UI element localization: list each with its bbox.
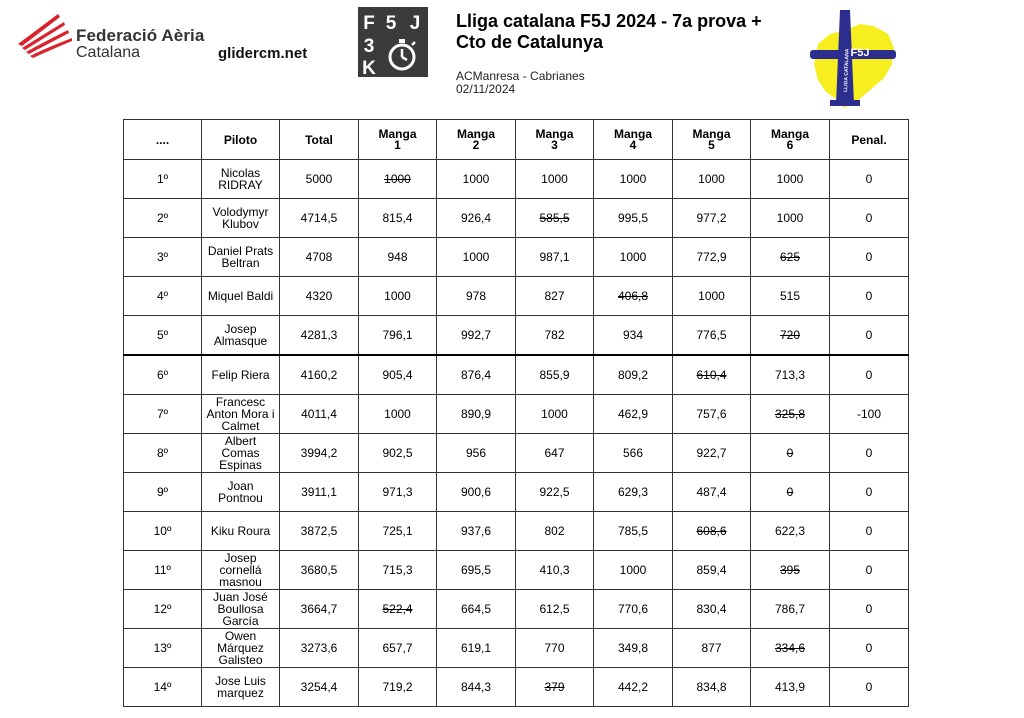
- round-6-cell: 515: [751, 277, 830, 316]
- penalty-cell: 0: [830, 355, 909, 395]
- round-1-cell: 796,1: [359, 316, 437, 356]
- round-4-cell: 629,3: [594, 473, 673, 512]
- round-1-cell-discarded: 1000: [359, 160, 437, 199]
- round-1-cell: 1000: [359, 395, 437, 434]
- round-5-cell: 776,5: [673, 316, 751, 356]
- round-2-cell: 900,6: [437, 473, 516, 512]
- svg-text:J: J: [409, 13, 421, 34]
- round-1-cell: 971,3: [359, 473, 437, 512]
- pilot-name-line: Calmet: [221, 419, 260, 433]
- round-5-cell-discarded: 608,6: [673, 512, 751, 551]
- round-1-cell: 815,4: [359, 199, 437, 238]
- round-1-cell: 657,7: [359, 629, 437, 668]
- round-5-cell: 772,9: [673, 238, 751, 277]
- round-4-cell: 349,8: [594, 629, 673, 668]
- header-row: [124, 120, 909, 160]
- fae-swoosh-icon: [14, 10, 76, 62]
- pilot-name-line: Josep: [224, 551, 257, 565]
- results-body: [124, 160, 909, 707]
- total-cell: 3872,5: [280, 512, 359, 551]
- round-2-cell: 890,9: [437, 395, 516, 434]
- round-6-cell: 1000: [751, 160, 830, 199]
- round-3-cell: 827: [516, 277, 594, 316]
- penalty-cell: 0: [830, 199, 909, 238]
- results-table: [123, 119, 909, 707]
- round-5-cell: 877: [673, 629, 751, 668]
- round-2-cell: 844,3: [437, 668, 516, 707]
- total-cell: 4281,3: [280, 316, 359, 356]
- round-1-cell: 905,4: [359, 355, 437, 395]
- total-cell: 4011,4: [280, 395, 359, 434]
- pilot-name-line: Anton Mora i: [206, 407, 275, 421]
- round-3-cell: 1000: [516, 160, 594, 199]
- total-cell: 3994,2: [280, 434, 359, 473]
- round-5-cell: 830,4: [673, 590, 751, 629]
- pilot-header: Piloto: [202, 120, 280, 160]
- table-row: [124, 160, 909, 199]
- round-4-cell: 785,5: [594, 512, 673, 551]
- svg-text:F5J: F5J: [850, 47, 870, 59]
- penalty-cell: 0: [830, 590, 909, 629]
- pilot-name-line: Boullosa: [217, 602, 264, 616]
- table-row: [124, 473, 909, 512]
- pilot-name-line: Owen: [224, 629, 257, 643]
- round-1-header: Manga 1: [359, 120, 437, 160]
- round-4-cell: 462,9: [594, 395, 673, 434]
- total-cell: 4708: [280, 238, 359, 277]
- penalty-cell: 0: [830, 238, 909, 277]
- table-row: [124, 668, 909, 707]
- penalty-cell: 0: [830, 316, 909, 356]
- round-3-header: Manga 3: [516, 120, 594, 160]
- total-cell: 4714,5: [280, 199, 359, 238]
- penalty-cell: 0: [830, 629, 909, 668]
- round-6-cell: 713,3: [751, 355, 830, 395]
- table-row: [124, 355, 909, 395]
- rank-cell: 9º: [124, 473, 202, 512]
- rank-cell: 14º: [124, 668, 202, 707]
- penalty-cell: 0: [830, 551, 909, 590]
- total-cell: 3911,1: [280, 473, 359, 512]
- svg-text:5: 5: [385, 13, 397, 34]
- pilot-name-line: cornellá: [219, 563, 262, 577]
- round-4-header: Manga 4: [594, 120, 673, 160]
- round-3-cell: 647: [516, 434, 594, 473]
- round-2-cell: 695,5: [437, 551, 516, 590]
- round-5-cell: 859,4: [673, 551, 751, 590]
- pilot-name-line: Volodymyr: [212, 205, 269, 219]
- penalty-cell: 0: [830, 512, 909, 551]
- pilot-name-line: Joan: [227, 479, 254, 493]
- venue-text: ACManresa - Cabrianes: [456, 69, 585, 83]
- pilot-name-line: Nicolas: [220, 166, 261, 180]
- round-3-cell-discarded: 379: [516, 668, 594, 707]
- round-5-header: Manga 5: [673, 120, 751, 160]
- lliga-catalana-plane-logo: [808, 4, 898, 114]
- table-row: [124, 277, 909, 316]
- table-row: [124, 434, 909, 473]
- pilot-name-line: Juan José: [213, 590, 268, 604]
- round-5-cell: 977,2: [673, 199, 751, 238]
- round-6-header: Manga 6: [751, 120, 830, 160]
- round-3-cell: 1000: [516, 395, 594, 434]
- round-2-header: Manga 2: [437, 120, 516, 160]
- pilot-cell: [202, 434, 280, 473]
- round-5-cell-discarded: 610,4: [673, 355, 751, 395]
- round-6-cell: 413,9: [751, 668, 830, 707]
- rank-cell: 2º: [124, 199, 202, 238]
- round-2-cell: 1000: [437, 238, 516, 277]
- pilot-cell: [202, 590, 280, 629]
- penalty-cell: 0: [830, 668, 909, 707]
- org-subtitle: Catalana: [76, 44, 141, 61]
- round-2-cell: 1000: [437, 160, 516, 199]
- round-4-cell: 566: [594, 434, 673, 473]
- penalty-header: Penal.: [830, 120, 909, 160]
- round-3-cell: 770: [516, 629, 594, 668]
- round-1-cell: 948: [359, 238, 437, 277]
- pilot-name-line: Felip Riera: [211, 368, 270, 382]
- table-row: [124, 395, 909, 434]
- pilot-cell: [202, 238, 280, 277]
- rank-header: ....: [124, 120, 202, 160]
- penalty-cell: 0: [830, 434, 909, 473]
- round-6-cell-discarded: 0: [751, 434, 830, 473]
- round-2-cell: 937,6: [437, 512, 516, 551]
- rank-cell: 1º: [124, 160, 202, 199]
- round-3-cell: 612,5: [516, 590, 594, 629]
- round-4-cell: 1000: [594, 238, 673, 277]
- table-row: [124, 316, 909, 356]
- penalty-cell: -100: [830, 395, 909, 434]
- pilot-name-line: Miquel Baldi: [207, 289, 274, 303]
- rank-cell: 13º: [124, 629, 202, 668]
- round-4-cell: 1000: [594, 160, 673, 199]
- round-5-cell: 487,4: [673, 473, 751, 512]
- page-title-line2: Cto de Catalunya: [456, 32, 604, 52]
- rank-cell: 11º: [124, 551, 202, 590]
- pilot-name-line: masnou: [219, 575, 262, 589]
- pilot-cell: [202, 316, 280, 356]
- round-6-cell-discarded: 334,6: [751, 629, 830, 668]
- total-cell: 4160,2: [280, 355, 359, 395]
- pilot-name-line: Josep: [224, 322, 257, 336]
- pilot-name-line: Comas: [221, 446, 260, 460]
- pilot-name-line: Beltran: [221, 256, 260, 270]
- pilot-name-line: Daniel Prats: [207, 244, 274, 258]
- total-cell: 3664,7: [280, 590, 359, 629]
- round-3-cell: 782: [516, 316, 594, 356]
- pilot-cell: [202, 668, 280, 707]
- date-text: 02/11/2024: [456, 82, 516, 96]
- round-1-cell: 719,2: [359, 668, 437, 707]
- round-6-cell-discarded: 720: [751, 316, 830, 356]
- svg-text:F: F: [363, 13, 375, 34]
- round-1-cell: 715,3: [359, 551, 437, 590]
- rank-cell: 6º: [124, 355, 202, 395]
- pilot-cell: [202, 355, 280, 395]
- round-5-cell: 757,6: [673, 395, 751, 434]
- round-4-cell: 809,2: [594, 355, 673, 395]
- pilot-name-line: Espinas: [219, 458, 262, 472]
- total-cell: 3273,6: [280, 629, 359, 668]
- round-3-cell: 922,5: [516, 473, 594, 512]
- pilot-cell: [202, 512, 280, 551]
- round-3-cell: 802: [516, 512, 594, 551]
- round-3-cell: 987,1: [516, 238, 594, 277]
- rank-cell: 7º: [124, 395, 202, 434]
- pilot-name-line: Almasque: [213, 334, 268, 348]
- pilot-name-line: García: [222, 614, 259, 628]
- round-4-cell-discarded: 406,8: [594, 277, 673, 316]
- svg-text:K: K: [362, 58, 376, 77]
- round-6-cell-discarded: 0: [751, 473, 830, 512]
- round-4-cell: 995,5: [594, 199, 673, 238]
- round-4-cell: 1000: [594, 551, 673, 590]
- round-6-cell-discarded: 625: [751, 238, 830, 277]
- round-1-cell: 1000: [359, 277, 437, 316]
- org-name: Federació Aèria: [76, 26, 205, 45]
- penalty-cell: 0: [830, 473, 909, 512]
- pilot-name-line: Pontnou: [218, 491, 263, 505]
- pilot-cell: [202, 551, 280, 590]
- round-6-cell-discarded: 325,8: [751, 395, 830, 434]
- total-cell: 5000: [280, 160, 359, 199]
- round-1-cell: 902,5: [359, 434, 437, 473]
- svg-text:LLIGA CATALANA: LLIGA CATALANA: [843, 48, 851, 93]
- round-4-cell: 770,6: [594, 590, 673, 629]
- round-5-cell: 834,8: [673, 668, 751, 707]
- svg-text:3: 3: [363, 36, 375, 57]
- round-2-cell: 619,1: [437, 629, 516, 668]
- penalty-cell: 0: [830, 277, 909, 316]
- rank-cell: 10º: [124, 512, 202, 551]
- round-3-cell: 410,3: [516, 551, 594, 590]
- pilot-name-line: marquez: [217, 686, 264, 700]
- round-5-cell: 1000: [673, 160, 751, 199]
- round-1-cell-discarded: 522,4: [359, 590, 437, 629]
- pilot-name-line: Galisteo: [218, 653, 263, 667]
- pilot-name-line: Albert: [224, 434, 257, 448]
- pilot-name-line: Kiku Roura: [210, 524, 271, 538]
- pilot-name-line: Márquez: [217, 641, 264, 655]
- pilot-cell: [202, 277, 280, 316]
- website-text: glidercm.net: [218, 45, 308, 62]
- pilot-cell: [202, 395, 280, 434]
- total-cell: 4320: [280, 277, 359, 316]
- table-row: [124, 551, 909, 590]
- table-row: [124, 590, 909, 629]
- total-cell: 3680,5: [280, 551, 359, 590]
- page-header: [0, 0, 1024, 118]
- rank-cell: 3º: [124, 238, 202, 277]
- round-5-cell: 922,7: [673, 434, 751, 473]
- round-6-cell-discarded: 395: [751, 551, 830, 590]
- table-row: [124, 629, 909, 668]
- round-2-cell: 876,4: [437, 355, 516, 395]
- round-4-cell: 934: [594, 316, 673, 356]
- round-4-cell: 442,2: [594, 668, 673, 707]
- total-header: Total: [280, 120, 359, 160]
- round-1-cell: 725,1: [359, 512, 437, 551]
- table-row: [124, 199, 909, 238]
- round-3-cell-discarded: 585,5: [516, 199, 594, 238]
- pilot-name-line: RIDRAY: [218, 178, 263, 192]
- round-3-cell: 855,9: [516, 355, 594, 395]
- round-6-cell: 786,7: [751, 590, 830, 629]
- round-2-cell: 956: [437, 434, 516, 473]
- round-2-cell: 664,5: [437, 590, 516, 629]
- round-5-cell: 1000: [673, 277, 751, 316]
- pilot-cell: [202, 473, 280, 512]
- round-2-cell: 992,7: [437, 316, 516, 356]
- pilot-cell: [202, 199, 280, 238]
- table-row: [124, 512, 909, 551]
- table-row: [124, 238, 909, 277]
- pilot-name-line: Klubov: [222, 217, 259, 231]
- rank-cell: 4º: [124, 277, 202, 316]
- rank-cell: 5º: [124, 316, 202, 356]
- page-title-line1: Lliga catalana F5J 2024 - 7a prova +: [456, 11, 762, 31]
- round-2-cell: 926,4: [437, 199, 516, 238]
- pilot-cell: [202, 160, 280, 199]
- pilot-name-line: Jose Luis: [215, 674, 266, 688]
- pilot-cell: [202, 629, 280, 668]
- penalty-cell: 0: [830, 160, 909, 199]
- total-cell: 3254,4: [280, 668, 359, 707]
- pilot-name-line: Francesc: [215, 395, 266, 409]
- rank-cell: 12º: [124, 590, 202, 629]
- round-6-cell: 622,3: [751, 512, 830, 551]
- rank-cell: 8º: [124, 434, 202, 473]
- federacio-aeria-logo: [14, 10, 204, 62]
- round-2-cell: 978: [437, 277, 516, 316]
- round-6-cell: 1000: [751, 199, 830, 238]
- f5j-3k-logo: [358, 7, 428, 77]
